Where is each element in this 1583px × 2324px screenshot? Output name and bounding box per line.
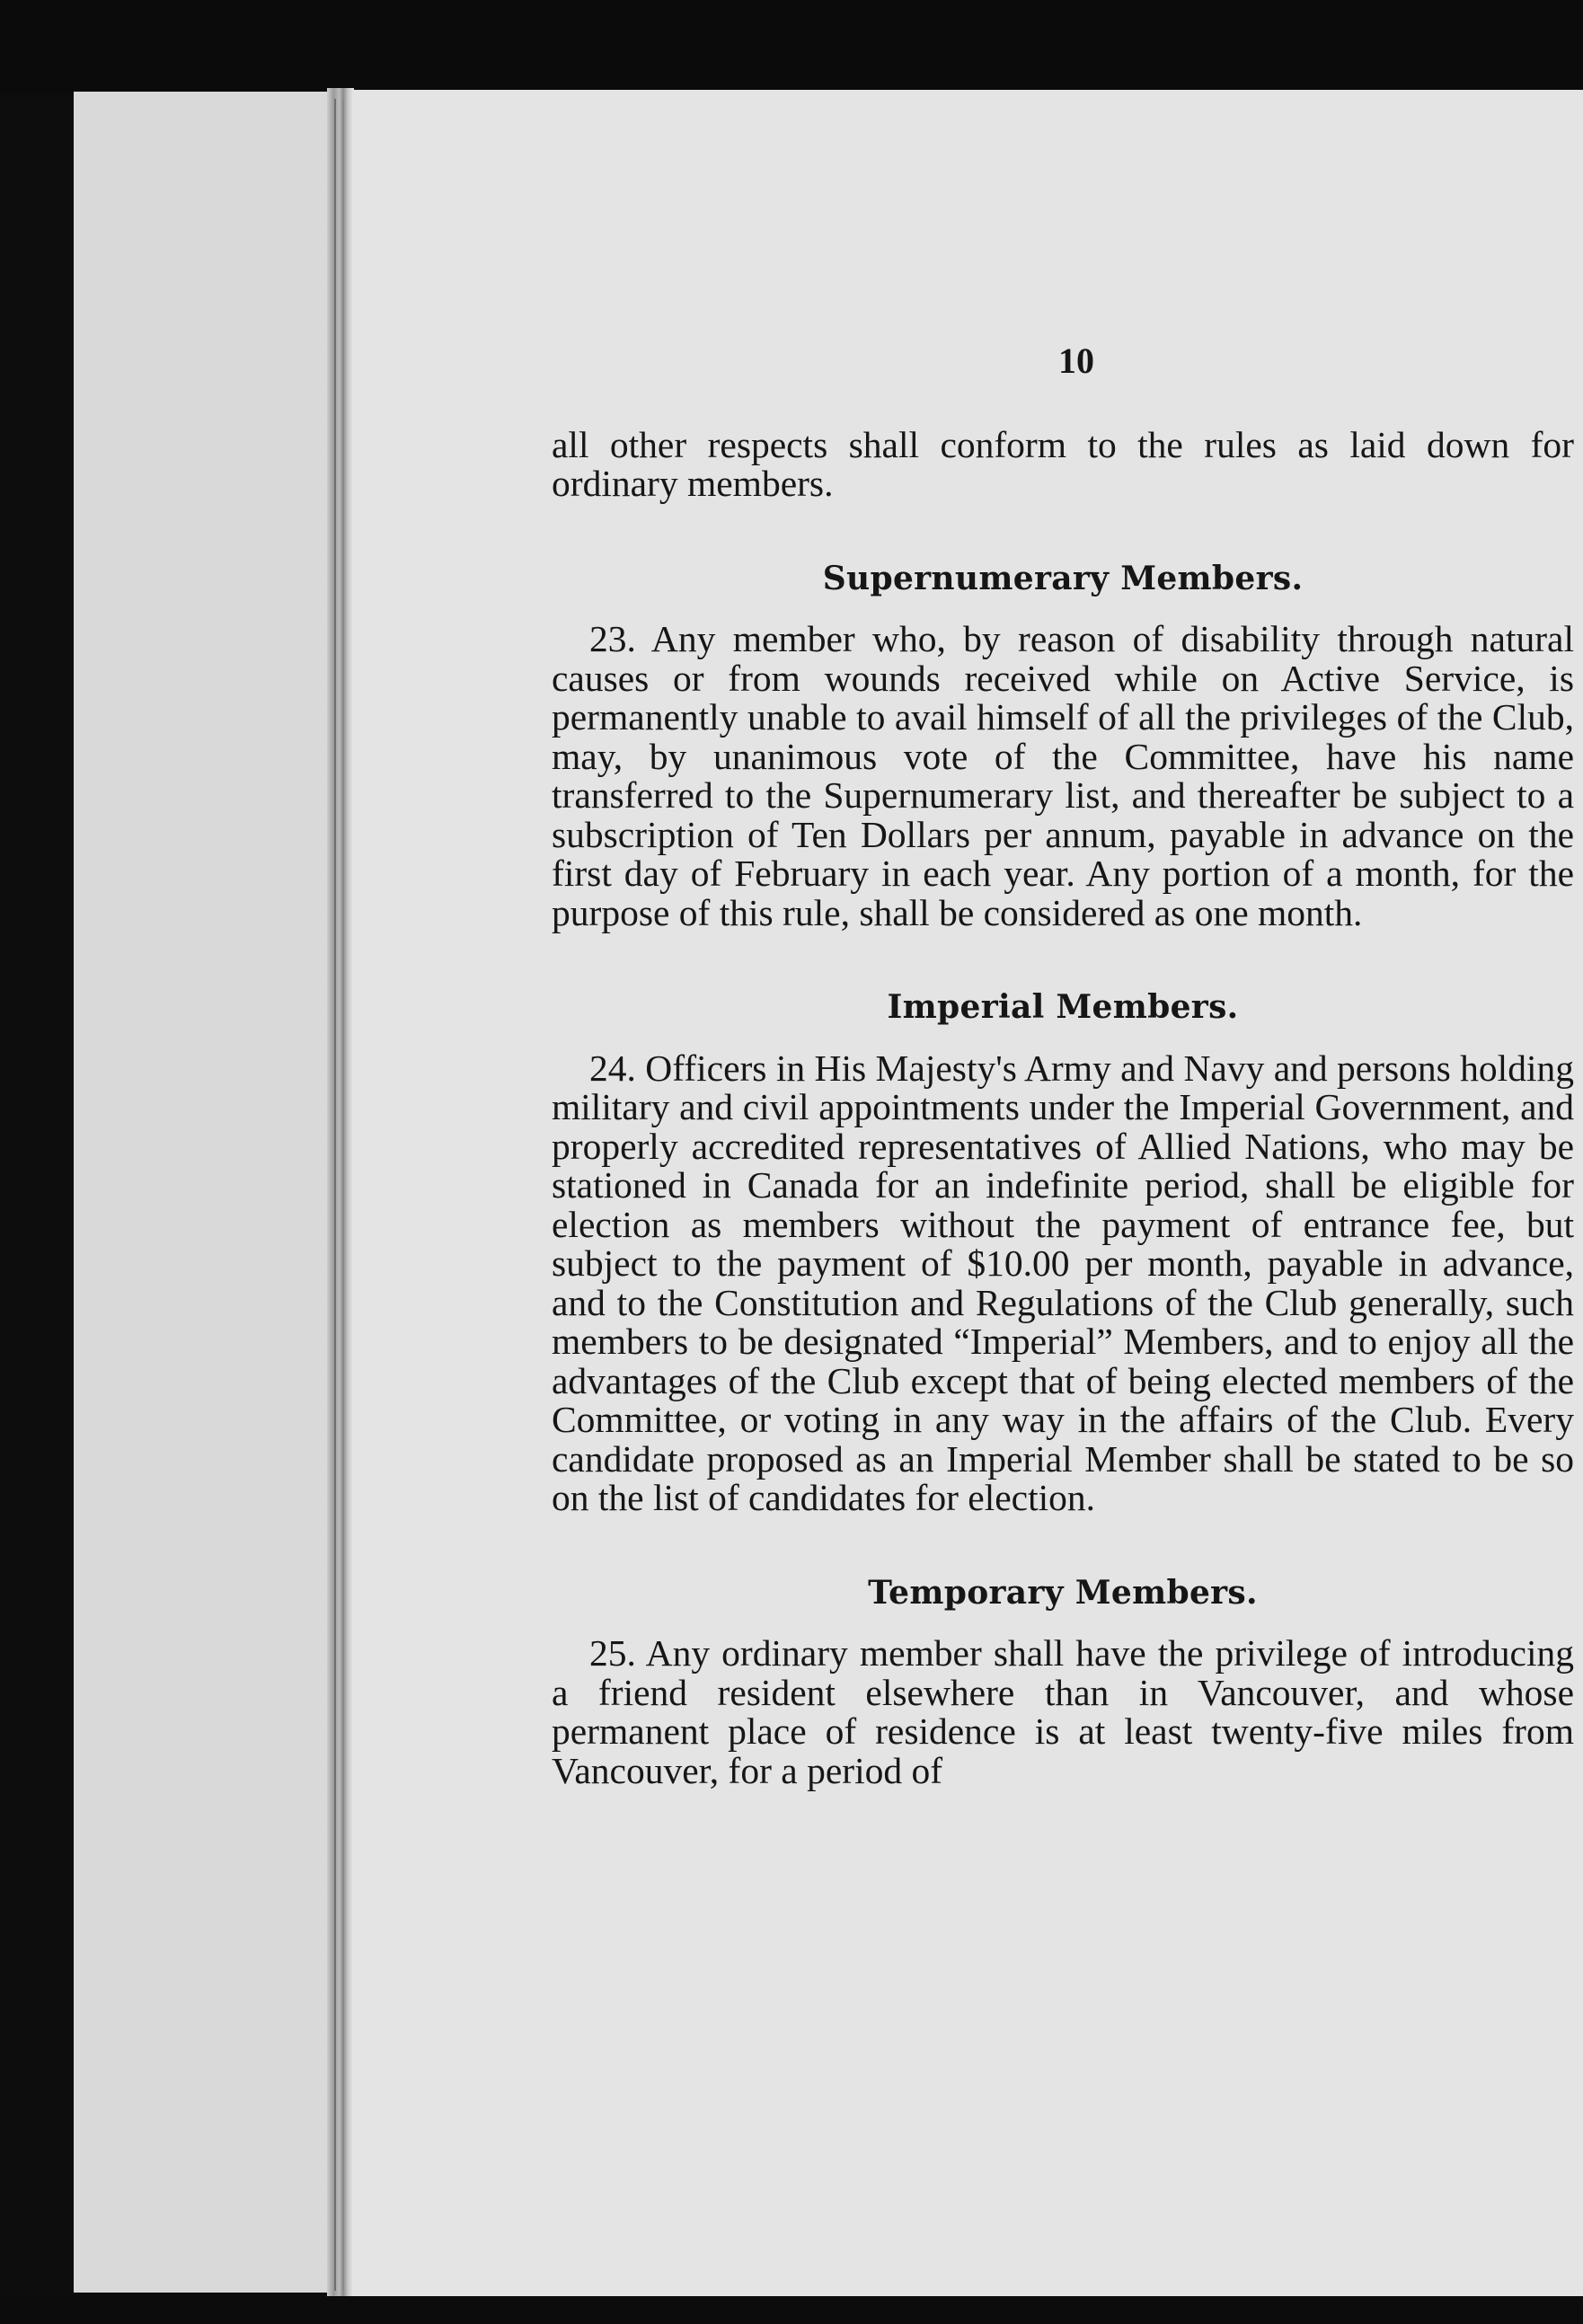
rule-25-paragraph: 25. Any ordinary member shall have the privilege of introducing a friend resident elsewhere than in Vancouver, and whose permanent place of residence is at least twenty-five miles from Vancouver, for a period of	[552, 1632, 1574, 1791]
book-gutter	[327, 88, 354, 2298]
rule-23-paragraph: 23. Any member who, by reason of disability through natural causes or from wounds received while on Active Service, is permanently unable to avail himself of all the privileges of the Club, may, by unanimous vote of the Committee, have his name transferred to the Supernumerary list, and thereafter be subject to a subscription of Ten Dollars per annum, payable in advance on the first day of February in each year. Any portion of a month, for the purpose of this rule, shall be considered as one month.	[552, 618, 1574, 933]
spacer	[552, 598, 1574, 620]
gutter-shadow-line	[334, 99, 336, 2291]
spacer	[552, 1028, 1574, 1049]
spacer	[552, 1518, 1574, 1574]
page-number: 10	[1058, 340, 1094, 381]
spacer	[552, 1613, 1574, 1634]
section-heading-imperial: Imperial Members.	[887, 988, 1239, 1026]
page-text-block	[552, 341, 1574, 1790]
rule-24-paragraph: 24. Officers in His Majesty's Army and Navy and persons holding military and civil appointments under the Imperial Government, and properly accredited representatives of Allied Nations, who may be stationed in Canada for an indefinite period, shall be eligible for election as members without the payment of entrance fee, but subject to the payment of $10.00 per month, payable in advance, and to the Constitution and Regulations of the Club generally, such members to be designated “Imperial” Members, and to enjoy all the advantages of the Club except that of being elected members of the Committee, or voting in any way in the affairs of the Club. Every candidate proposed as an Imperial Member shall be stated to be so on the list of candidates for election.	[552, 1047, 1574, 1518]
scan-background-top	[0, 0, 1583, 94]
continuation-paragraph: all other respects shall conform to the rules as laid down for ordinary members.	[552, 423, 1574, 504]
scan-background-bottom	[0, 2296, 1583, 2324]
text-page	[352, 90, 1583, 2300]
section-heading-supernumerary: Supernumerary Members.	[822, 559, 1304, 597]
spacer	[552, 504, 1574, 560]
gutter-shadow-line	[342, 99, 344, 2291]
section-heading-temporary: Temporary Members.	[868, 1573, 1258, 1612]
spacer	[552, 932, 1574, 988]
blank-left-page	[74, 92, 334, 2293]
